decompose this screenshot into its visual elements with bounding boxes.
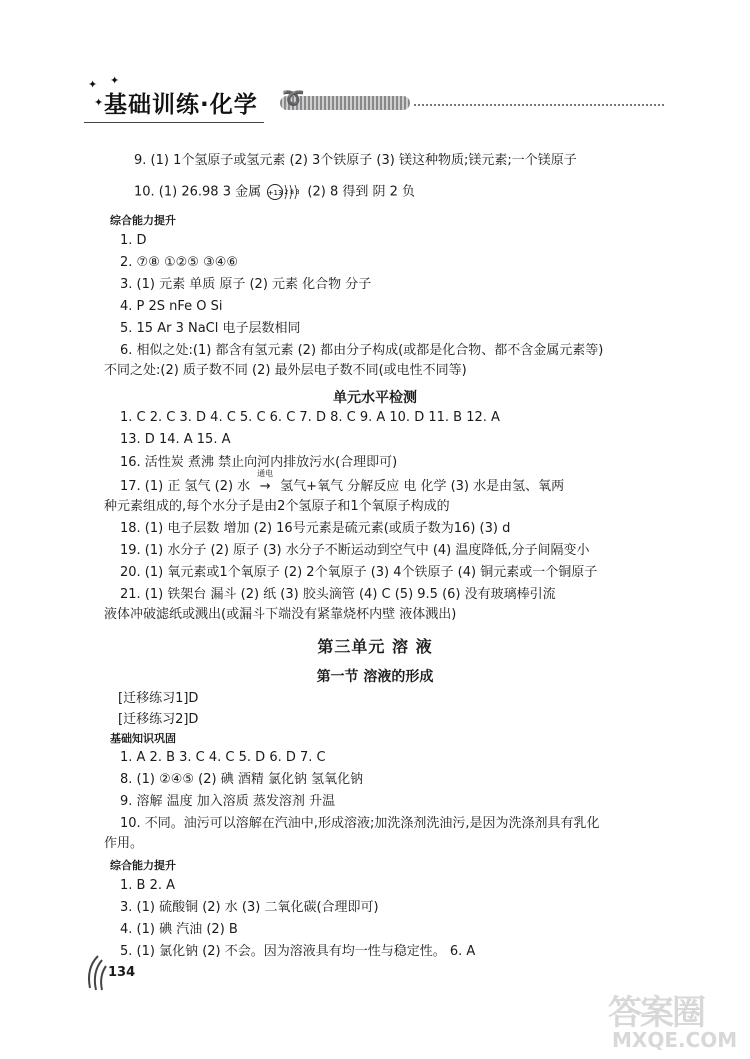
answer-line: 5. (1) 氯化钠 (2) 不会。因为溶液具有均一性与稳定性。 6. A xyxy=(120,944,476,959)
sparkle-icon: ✦ xyxy=(94,96,104,109)
answer-line: 4. (1) 碘 汽油 (2) B xyxy=(120,922,238,937)
answer-line xyxy=(134,183,415,202)
answer-line: 液体冲破滤纸或溅出(或漏斗下端没有紧靠烧杯内壁 液体溅出) xyxy=(104,607,457,622)
watermark-logo: 答案圈 xyxy=(608,993,704,1033)
answer-line: 1. D xyxy=(120,233,147,248)
answer-line: 不同之处:(2) 质子数不同 (2) 最外层电子数不同(或电性不同等) xyxy=(104,363,467,378)
answer-line: 6. 相似之处:(1) 都含有氢元素 (2) 都由分子构成(或都是化合物、都不含金属元素等) xyxy=(120,343,604,358)
answer-line: 3. (1) 元素 单质 原子 (2) 元素 化合物 分子 xyxy=(120,277,372,292)
answer-line: 18. (1) 电子层数 增加 (2) 16号元素是硫元素(或质子数为16) (3) d xyxy=(120,521,511,536)
unit-heading: 第三单元 溶 液 xyxy=(317,637,433,656)
header-underline xyxy=(84,122,264,123)
answer-line: 3. (1) 硫酸铜 (2) 水 (3) 二氧化碳(合理即可) xyxy=(120,900,379,915)
section-heading: 单元水平检测 xyxy=(333,390,417,406)
answer-text: 10. (1) 26.98 3 金属 xyxy=(134,184,262,200)
answer-line: 5. 15 Ar 3 NaCl 电子层数相同 xyxy=(120,321,301,336)
section-subtitle: 基础知识巩固 xyxy=(110,732,176,745)
answer-line: 10. 不同。油污可以溶解在汽油中,形成溶液;加洗涤剂洗油污,是因为洗涤剂具有乳化 xyxy=(120,816,600,831)
sparkle-icon: ✦ xyxy=(110,74,120,87)
reaction-arrow: 通电 → xyxy=(250,478,280,496)
answer-line: 19. (1) 水分子 (2) 原子 (3) 水分子不断运动到空气中 (4) 温度降低,分子间隔变小 xyxy=(120,543,590,558)
sparkle-icon: ✦ xyxy=(88,78,98,91)
answer-line: [迁移练习2]D xyxy=(118,712,199,727)
answer-text: (2) 8 得到 阴 2 负 xyxy=(307,184,416,200)
answer-line: [迁移练习1]D xyxy=(118,691,199,706)
section-subtitle: 综合能力提升 xyxy=(110,214,176,227)
answer-line: 9. 溶解 温度 加入溶质 蒸发溶剂 升温 xyxy=(120,794,336,809)
answer-text: 17. (1) 正 氢气 (2) 水 xyxy=(120,479,251,494)
page-header xyxy=(84,74,664,126)
answer-text: 氢气+氧气 分解反应 电 化学 (3) 水是由氢、氧两 xyxy=(280,479,565,494)
answer-line xyxy=(120,469,565,496)
atom-nucleus-label: +13 xyxy=(267,189,283,197)
atom-structure-diagram xyxy=(267,183,301,201)
answer-line: 1. C 2. C 3. D 4. C 5. C 6. C 7. D 8. C 9. A 10. D 11. B 12. A xyxy=(120,410,500,425)
answer-line: 1. B 2. A xyxy=(120,878,176,893)
answer-line: 16. 活性炭 煮沸 禁止向河内排放污水(合理即可) xyxy=(120,455,398,470)
answer-line: 13. D 14. A 15. A xyxy=(120,432,231,447)
section-subtitle: 综合能力提升 xyxy=(110,859,176,872)
watermark-url: MXQE.COM xyxy=(612,1028,738,1052)
page-number: 134 xyxy=(108,965,136,980)
section-heading: 第一节 溶液的形成 xyxy=(316,669,434,685)
answer-line: 种元素组成的,每个水分子是由2个氢原子和1个氧原子构成的 xyxy=(104,499,450,514)
reaction-condition: 通电 xyxy=(257,469,274,478)
answer-line: 4. P 2S nFe O Si xyxy=(120,299,223,314)
header-dotted-rule xyxy=(414,104,664,106)
answer-line: 2. ⑦⑧ ①②⑤ ③④⑥ xyxy=(120,255,239,270)
answer-line: 9. (1) 1个氢原子或氢元素 (2) 3个铁原子 (3) 镁这种物质;镁元素;一个镁原子 xyxy=(134,153,577,168)
answer-line: 20. (1) 氧元素或1个氧原子 (2) 2个氧原子 (3) 4个铁原子 (4) 铜元素或一个铜原子 xyxy=(120,565,598,580)
atom-shells-label: 2 8 3 xyxy=(284,189,300,196)
answer-line: 作用。 xyxy=(104,836,144,851)
answer-line: 21. (1) 铁架台 漏斗 (2) 纸 (3) 胶头滴管 (4) C (5) 9.5 (6) 没有玻璃棒引流 xyxy=(120,587,556,602)
header-title: 基础训练·化学 xyxy=(104,92,258,118)
swirl-icon: ➰ xyxy=(282,88,305,109)
answer-line: 8. (1) ②④⑤ (2) 碘 酒精 氯化钠 氢氧化钠 xyxy=(120,772,364,787)
answer-line: 1. A 2. B 3. C 4. C 5. D 6. D 7. C xyxy=(120,750,326,765)
